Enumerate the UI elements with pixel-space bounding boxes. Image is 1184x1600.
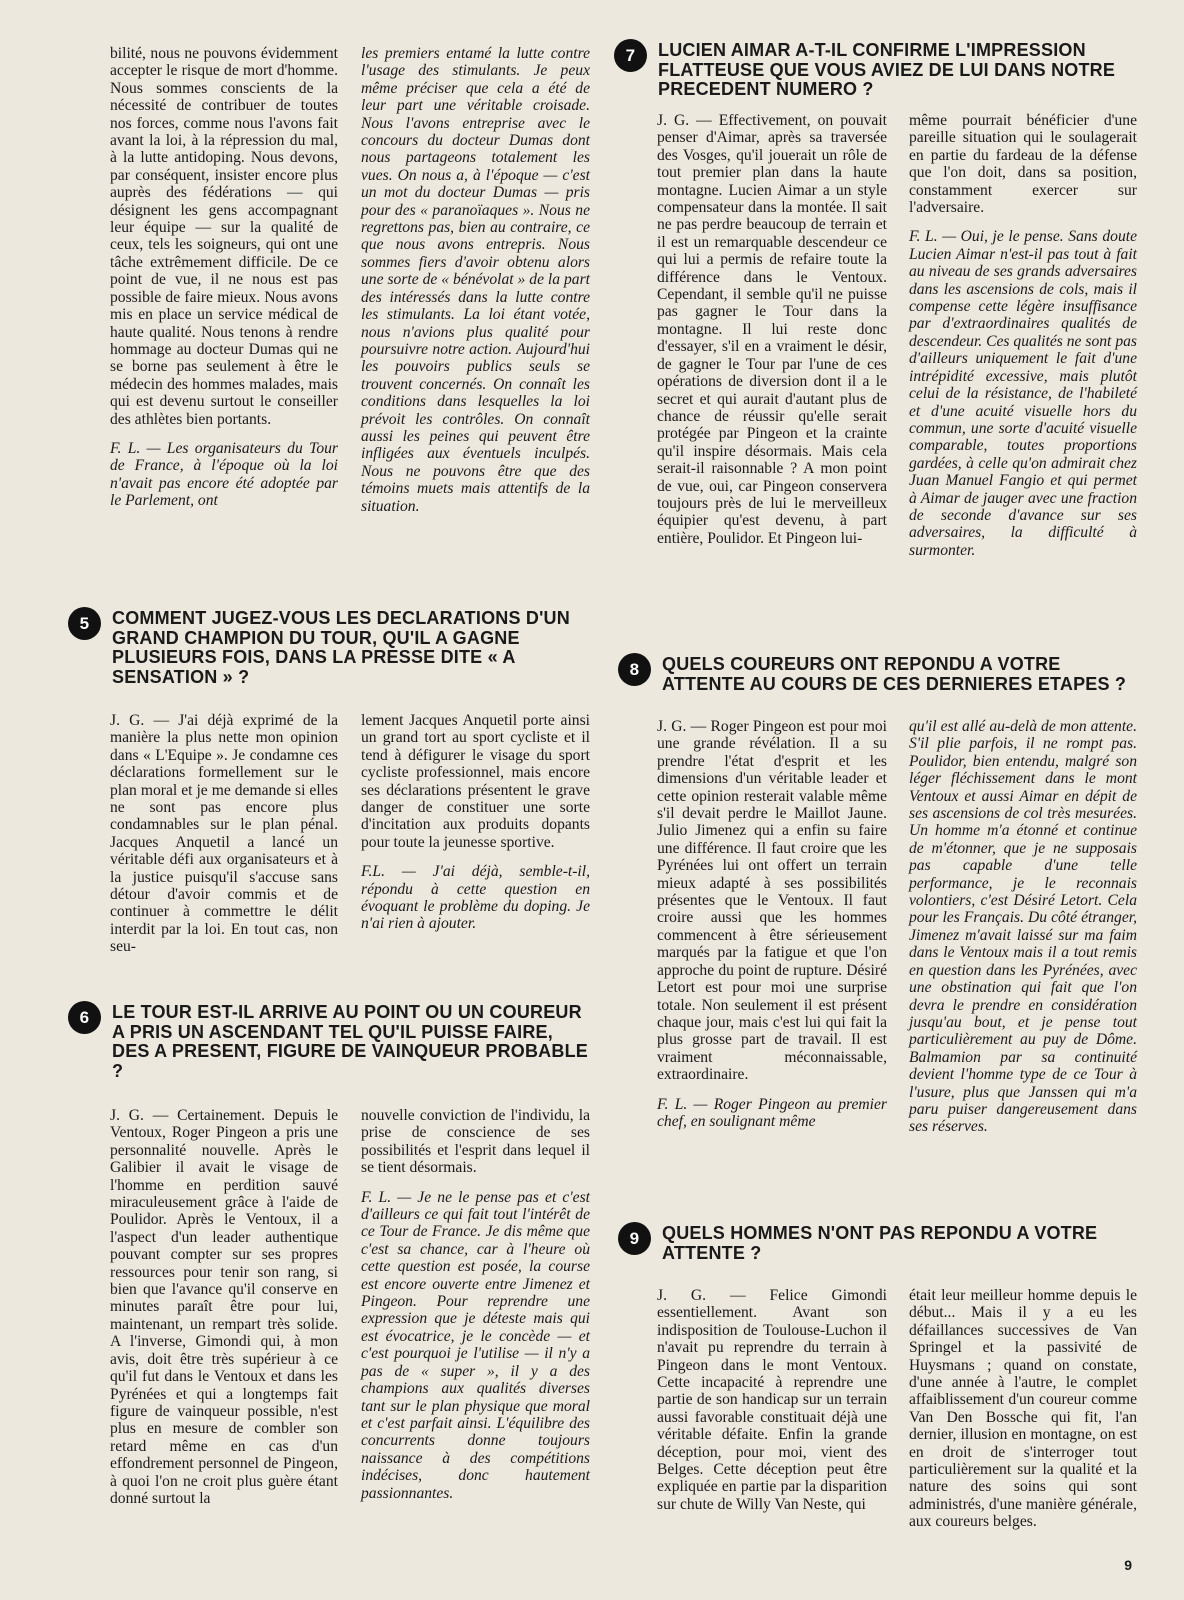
question-number-badge: 9: [618, 1222, 651, 1255]
q6-col2: [361, 1107, 590, 1502]
q8-col2: [909, 718, 1137, 1136]
question-title: COMMENT JUGEZ-VOUS LES DECLARATIONS D'UN GRAND CHAMPION DU TOUR, QU'IL A GAGNE PLUSIEURS FOIS, DANS LA PRESSE DITE « A SENSATION » ?: [112, 608, 570, 687]
q8-col1: [657, 718, 887, 1130]
page-number: 9: [1124, 1557, 1132, 1573]
question-number-badge: 6: [68, 1001, 101, 1034]
top-left-col2: [361, 45, 590, 515]
question-number-badge: 7: [614, 39, 647, 72]
paragraph: F. L. — Je ne le pense pas et c'est d'ailleurs ce qui fait tout l'intérêt de ce Tour de France. Je dis même que c'est sa chance, car à l'heure où cette question est posée, la course est encore ouverte entre Jimenez et Pingeon. Pour reprendre une expression que je déteste mais qui est évocatrice, je le concède — et c'est pourquoi je l'utilise — il n'y a pas de « super », il y a des champions aux qualités diverses tant sur le plan physique que moral et c'est parfait ainsi. L'équilibre des concurrents donne toujours naissance à des compétitions indécises, donc hautement passionnantes.: [361, 1188, 590, 1502]
q6-col1: [110, 1107, 338, 1507]
question-number-badge: 8: [618, 653, 651, 686]
question-title: QUELS COUREURS ONT REPONDU A VOTRE ATTENTE AU COURS DE CES DERNIERES ETAPES ?: [662, 654, 1127, 694]
paragraph: qu'il est allé au-delà de mon attente. S'il plie parfois, il ne rompt pas. Poulidor, bien entendu, malgré son léger fléchissement dans le mont Ventoux et aussi Aimar en dépit de ses ascensions de col très mesurées. Un homme m'a étonné et continue de m'étonner, que je ne supposais pas capable d'une telle performance, je le reconnais volontiers, c'est Désiré Letort. Cela pour les Français. Du côté étranger, Jimenez m'avait laissé sur ma faim dans le Ventoux mais il a tout remis en question dans les Pyrénées, avec une obstination qui fait que l'on devra le prendre en considération jusqu'au bout, et je pense tout particulièrement au puy de Dôme. Balmamion par sa continuité devient l'homme type de ce Tour à l'usure, plus que Janssen qui m'a paru puiser dangereusement dans ses réserves.: [909, 718, 1137, 1136]
paragraph: bilité, nous ne pouvons évidemment accepter le risque de mort d'homme. Nous sommes conscients de la nécessité de contribuer de toutes nos forces, comme nous l'avons fait avant la loi, à la répression du mal, à la lutte antidoping. Nous devons, par conséquent, insister encore plus auprès des fédérations — qui désignent les gens accompagnant leur équipe — sur la qualité de ceux, tels les soigneurs, qui ont une tâche extrêmement difficile. De ce point de vue, il ne nous est pas possible de faire mieux. Nous avons mis en place un service médical de haute qualité. Nous tenons à rendre hommage au docteur Dumas qui ne se borne pas seulement à être le médecin des hommes malades, mais qui est devenu surtout le conseiller des athlètes bien portants.: [110, 45, 338, 428]
question-5-heading: [79, 608, 590, 687]
paragraph: lement Jacques Anquetil porte ainsi un grand tort au sport cycliste et il tend à défigurer le visage du sport cycliste professionnel, mais encore ses déclarations présentent le grave danger de constituer une sorte d'incitation aux produits dopants pour toute la jeunesse sportive.: [361, 712, 590, 851]
paragraph: nouvelle conviction de l'individu, la prise de conscience de ses possibilités et l'esprit dans lequel il se tient désormais.: [361, 1107, 590, 1177]
paragraph: J. G. — Roger Pingeon est pour moi une grande révélation. Il a su prendre l'état d'esprit et les dimensions d'un véritable leader et cette opinion resterait valable même s'il devait perdre le Maillot Jaune. Julio Jimenez qui a enfin su faire une différence. Il faut croire que les Pyrénées lui ont offert un terrain mieux adapté à ses possibilités présentes que le Ventoux. Il faut croire aussi que les hommes commencent à être sérieusement marqués par la fatigue et que l'on approche du point de rupture. Désiré Letort est pour moi une surprise totale. Non seulement il est présent chaque jour, mais c'est lui qui fait la plus grosse part de travail. Il est vraiment méconnaissable, extraordinaire.: [657, 718, 887, 1084]
q9-col1: [657, 1287, 887, 1513]
paragraph: même pourrait bénéficier d'une pareille situation qui le soulagerait en partie du fardeau de la défense que l'on doit, dans sa position, constamment exercer sur l'adversaire.: [909, 112, 1137, 217]
paragraph: F. L. — Oui, je le pense. Sans doute Lucien Aimar n'est-il pas tout à fait au niveau de ses grands adversaires dans les ascensions de cols, mais il compense cette légère insuffisance par d'extraordinaires qualités de descendeur. Ces qualités ne sont pas d'ailleurs uniquement le fait d'une intrépidité excessive, mais plutôt celui de la résistance, de l'habileté et d'une acuité visuelle hors du commun, une sorte d'acuité visuelle comparable, toutes proportions gardées, à celle qu'on admirait chez Juan Manuel Fangio et qui permet à Aimar de jauger avec une fraction de seconde d'avance sur ses adversaires, la difficulté à surmonter.: [909, 228, 1137, 559]
q5-col1: [110, 712, 338, 956]
question-number-badge: 5: [68, 607, 101, 640]
q9-col2: [909, 1287, 1137, 1531]
paragraph: F. L. — Les organisateurs du Tour de France, à l'époque où la loi n'avait pas encore été adoptée par le Parlement, ont: [110, 439, 338, 510]
question-title: LUCIEN AIMAR A-T-IL CONFIRME L'IMPRESSION FLATTEUSE QUE VOUS AVIEZ DE LUI DANS NOTRE PRECEDENT NUMERO ?: [658, 40, 1116, 99]
q7-col1: [657, 112, 887, 547]
paragraph: J. G. — Felice Gimondi essentiellement. Avant son indisposition de Toulouse-Luchon il n'avait pu reprendre du terrain à Pingeon dans le mont Ventoux. Cette incapacité à reprendre une partie de son handicap sur un terrain aussi favorable constituait déjà une véritable défaite. Enfin la grande déception, pour moi, vient des Belges. Cette déception peut être expliquée en partie par la disparition sur chute de Willy Van Neste, qui: [657, 1287, 887, 1513]
question-6-heading: [79, 1002, 590, 1081]
paragraph: était leur meilleur homme depuis le début... Mais il y a eu les défaillances successives de Van Springel et la passivité de Huysmans ; quand on constate, d'une année à l'autre, le complet affaiblissement d'un coureur comme Van Den Bossche qui fit, l'an dernier, illusion en montagne, on est en droit de s'interroger tout particulièrement sur la qualité et la nature des soins qui sont administrés, d'une manière générale, aux coureurs belges.: [909, 1287, 1137, 1531]
question-title: LE TOUR EST-IL ARRIVE AU POINT OU UN COUREUR A PRIS UN ASCENDANT TEL QU'IL PUISSE FAIRE, DES A PRESENT, FIGURE DE VAINQUEUR PROBABLE ?: [112, 1002, 588, 1081]
question-title: QUELS HOMMES N'ONT PAS REPONDU A VOTRE ATTENTE ?: [662, 1223, 1098, 1263]
q5-col2: [361, 712, 590, 933]
top-left-col1: [110, 45, 338, 510]
paragraph: J. G. — J'ai déjà exprimé de la manière la plus nette mon opinion dans « L'Equipe ». Je condamne ces déclarations formellement sur le plan moral et je me demande si elles ne sont pas encore plus condamnables sur le plan pénal. Jacques Anquetil a lancé un véritable défi aux organisateurs et à la justice puisqu'il s'accuse sans détour d'avoir commis et de continuer à commettre le délit interdit par la loi. En tout cas, non seu-: [110, 712, 338, 956]
paragraph: les premiers entamé la lutte contre l'usage des stimulants. Je peux même préciser que cela a été de leur part une véritable croisade. Nous l'avons entreprise avec le concours du docteur Dumas dont nous partageons totalement les vues. On nous a, à l'époque — c'est un mot du docteur Dumas — pris pour des « paranoïaques ». Nous ne regrettons pas, bien au contraire, ce que nous avons entrepris. Nous sommes fiers d'avoir obtenu alors une sorte de « bénévolat » de la part des intéressés dans la lutte contre les stimulants. La loi étant votée, nous n'avions plus qualité pour poursuivre notre action. Aujourd'hui les pouvoirs publics seuls se trouvent concernés. On connaît les conditions dans lesquelles la loi prévoit les contrôles. On connaît aussi les peines qui peuvent être infligées aux éventuels inculpés. Nous ne pouvons être que des témoins muets mais attentifs de la situation.: [361, 45, 590, 515]
paragraph: J. G. — Effectivement, on pouvait penser d'Aimar, après sa traversée des Vosges, qu'il jouerait un rôle de tout premier plan dans la haute montagne. Lucien Aimar a un style compensateur dans la montée. Il sait ne pas perdre beaucoup de terrain et il est un remarquable descendeur ce qui lui a permis de refaire toute la différence dans le Ventoux. Cependant, il semble qu'il ne puisse pas gagner le Tour dans la montagne. Il lui reste donc d'essayer, s'il en a vraiment le désir, de gagner le Tour par l'une de ces opérations de diversion dont il a le secret et qui aurait d'autant plus de chance de réussir qu'elle serait protégée par Pingeon et la crainte qu'il inspire désormais. Mais cela serait-il raisonnable ? A mon point de vue, oui, car Pingeon conservera toujours près de lui le merveilleux équipier qu'est devenu, à part entière, Poulidor. Et Pingeon lui-: [657, 112, 887, 547]
paragraph: J. G. — Certainement. Depuis le Ventoux, Roger Pingeon a pris une personnalité nouvelle. Après le Galibier il avait le visage de l'homme en perdition sauvé miraculeusement grâce à l'aide de Poulidor. Après le Ventoux, il a l'aspect d'un leader authentique pouvant compter sur ses propres ressources pour tenir son rang, si bien que l'avance qu'il conserve en minutes paraît être pour lui, maintenant, un rempart très solide. A l'inverse, Gimondi qui, à mon avis, doit être très supérieur à ce qu'il fut dans le Ventoux et dans les Pyrénées et qui a longtemps fait figure de vainqueur possible, n'est plus en mesure de combler son retard même en cas d'un effondrement personnel de Pingeon, à quoi l'on ne croit plus guère étant donné surtout la: [110, 1107, 338, 1507]
q7-col2: [909, 112, 1137, 559]
paragraph: F.L. — J'ai déjà, semble-t-il, répondu à cette question en évoquant le problème du doping. Je n'ai rien à ajouter.: [361, 863, 590, 933]
question-8-heading: [629, 654, 1136, 694]
paragraph: F. L. — Roger Pingeon au premier chef, en soulignant même: [657, 1095, 887, 1130]
question-9-heading: [629, 1223, 1136, 1263]
question-7-heading: [625, 40, 1136, 100]
